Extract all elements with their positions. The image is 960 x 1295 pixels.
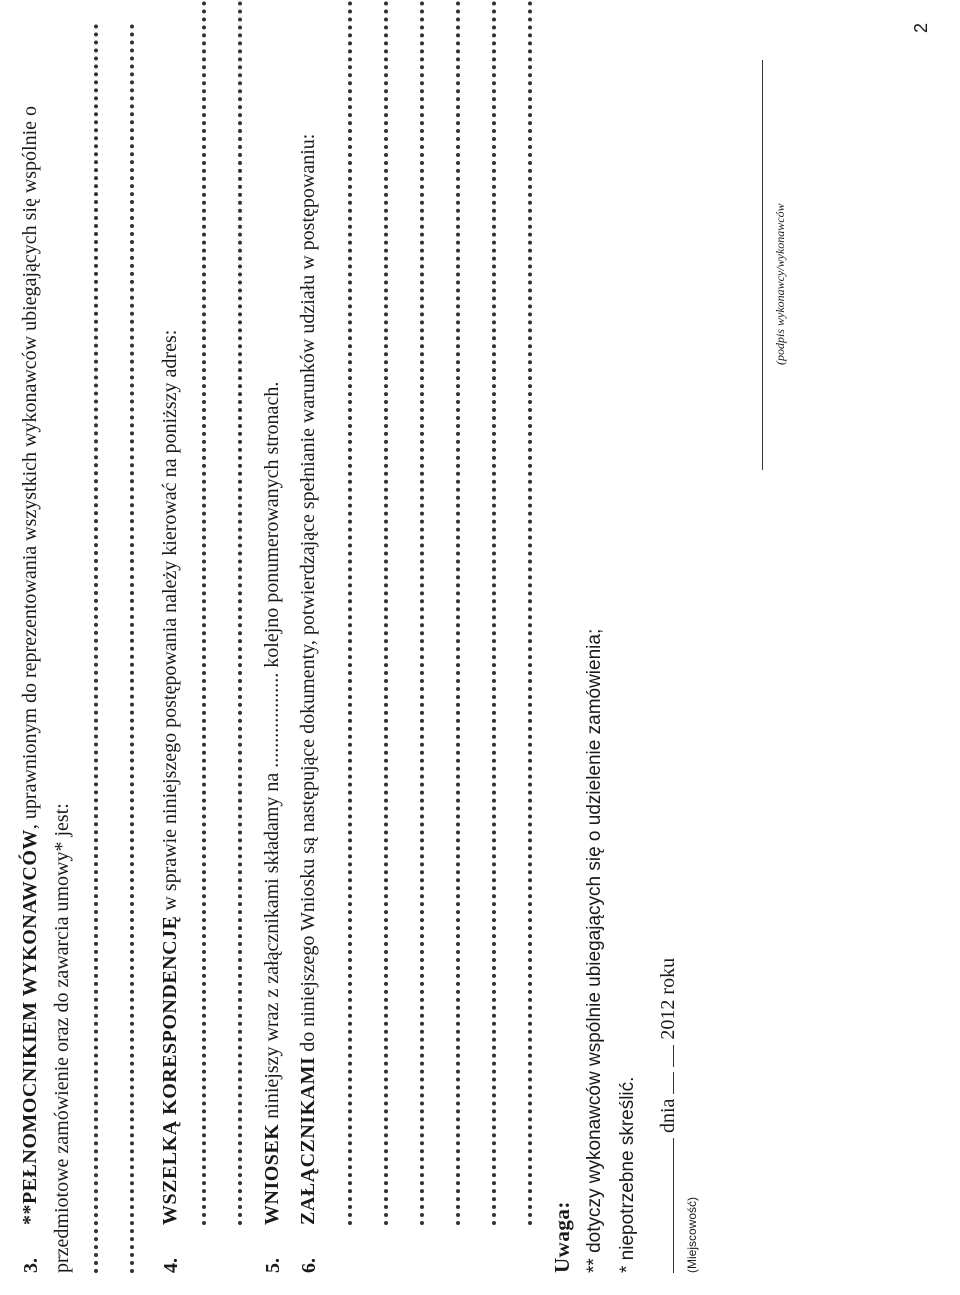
signature-label: (podpis wykonawcy/wykonawców: [773, 203, 787, 365]
note-1: ** dotyczy wykonawców wspólnie ubiegających się o udzielenie zamówienia;: [584, 628, 605, 1273]
place-label: (Miejscowość): [685, 1196, 699, 1273]
section-3-line-1: [20, 106, 40, 1225]
section-3-number: 3.: [20, 1258, 42, 1273]
section-4-lead: WSZELKĄ KORESPONDENCJĘ: [159, 915, 181, 1225]
date-line: [658, 958, 678, 1273]
dotted-line-4-1: [190, 0, 206, 1225]
note-2: * niepotrzebne skreślić.: [617, 1076, 638, 1273]
section-6-text: do niniejszego Wniosku są następujące dokumenty, potwierdzające spełnianie warunków udziału w postępowaniu:: [297, 133, 319, 1057]
section-4-line: [160, 330, 180, 1225]
dotted-line-6-4: [444, 0, 460, 1225]
section-3-text-b: przedmiotowe zamówienie oraz do zawarcia umowy* jest:: [51, 803, 73, 1273]
dotted-line-4-2: [226, 0, 242, 1225]
section-5-number: 5.: [262, 1258, 284, 1273]
place-field: [673, 1138, 674, 1273]
date-year-label: 2012 roku: [657, 957, 679, 1040]
dotted-line-6-2: [372, 0, 388, 1225]
dotted-line-3-1: [82, 23, 98, 1273]
day-field: [673, 1072, 674, 1094]
month-field: [673, 1045, 674, 1067]
section-6-lead: ZAŁĄCZNIKAMI: [297, 1056, 319, 1225]
section-3-text-a: , uprawnionym do reprezentowania wszystkich wykonawców ubiegających się wspólnie o: [19, 105, 41, 830]
dotted-line-6-6: [516, 0, 532, 1225]
section-5-text-b: kolejno ponumerowanych stronach.: [261, 381, 283, 673]
section-5-line: [262, 382, 282, 1225]
dotted-line-6-5: [480, 0, 496, 1225]
section-6-line: [298, 134, 318, 1225]
dotted-line-6-3: [408, 0, 424, 1225]
section-3-lead: **PEŁNOMOCNIKIEM WYKONAWCÓW: [19, 829, 41, 1225]
section-5-lead: WNIOSEK: [261, 1123, 283, 1225]
signature-line: [762, 60, 763, 470]
section-6-number: 6.: [298, 1258, 320, 1273]
page-number: 2: [911, 22, 931, 33]
section-4-number: 4.: [160, 1258, 182, 1273]
section-5-text-a: niniejszy wraz z załącznikami składamy na: [261, 767, 283, 1124]
notes-title: Uwaga:: [550, 1201, 574, 1273]
date-dnia-label: dnia: [657, 1098, 679, 1133]
dotted-line-6-1: [336, 0, 352, 1225]
section-4-text: w sprawie niniejszego postępowania należy kierować na poniższy adres:: [159, 329, 181, 916]
section-5-blank: ...................: [261, 672, 283, 768]
dotted-line-3-2: [118, 23, 134, 1273]
